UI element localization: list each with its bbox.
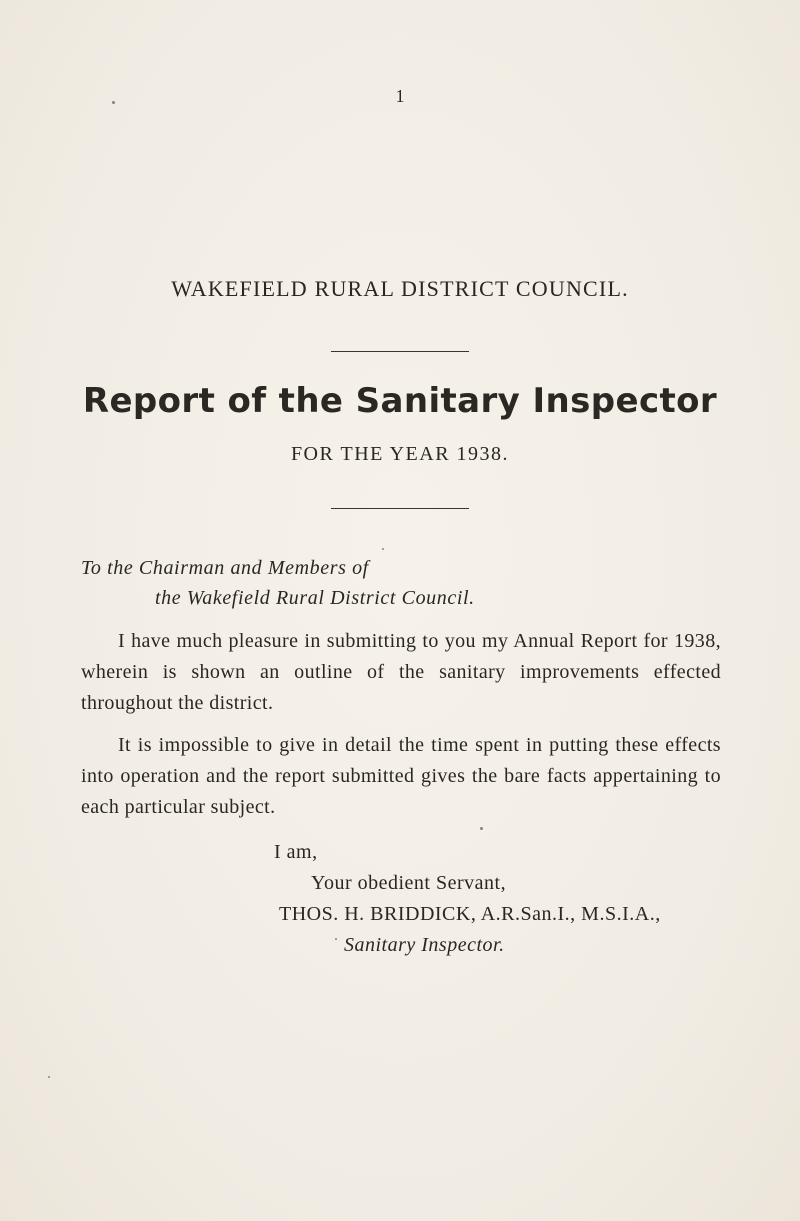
paper-speck — [480, 827, 483, 830]
signatory-role: Sanitary Inspector. — [344, 934, 505, 956]
closing-salutation: I am, — [274, 841, 318, 863]
body-paragraph-1: I have much pleasure in submitting to you my Annual Report for 1938, wherein is shown an outline of the sanitary improvements effected throughout the district. — [81, 630, 721, 714]
addressee-line-1: To the Chairman and Members of — [81, 557, 369, 579]
paper-speck — [335, 938, 337, 940]
signatory-name: THOS. H. BRIDDICK, A.R.San.I., M.S.I.A., — [279, 903, 661, 925]
council-heading: WAKEFIELD RURAL DISTRICT COUNCIL. — [171, 276, 629, 301]
page-number: 1 — [395, 86, 405, 106]
report-year: FOR THE YEAR 1938. — [290, 443, 510, 465]
report-title: Report of the Sanitary Inspector — [82, 381, 718, 421]
closing-complimentary: Your obedient Servant, — [311, 872, 507, 894]
paper-speck — [382, 548, 384, 550]
addressee-line-2: the Wakefield Rural District Council. — [155, 587, 475, 609]
paper-speck — [48, 1076, 50, 1078]
paper-speck — [112, 101, 115, 104]
divider-rule-bottom — [331, 508, 469, 509]
divider-rule-top — [331, 351, 469, 352]
body-paragraph-2: It is impossible to give in detail the time spent in putting these effects into operation and the report submitted gives the bare facts appertaining to each particular subject. — [81, 734, 721, 818]
